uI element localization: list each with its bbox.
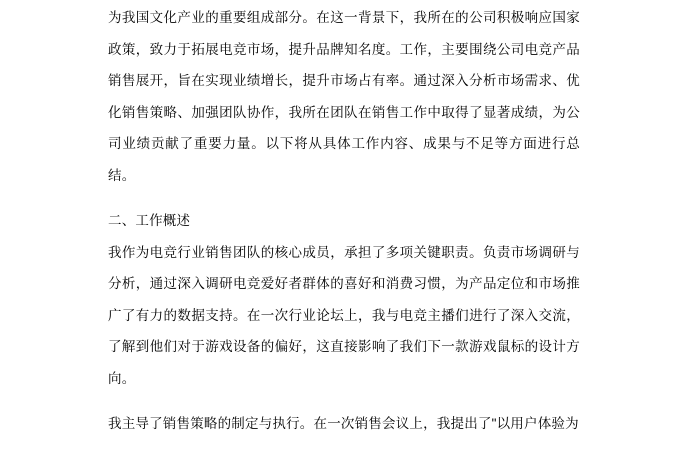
paragraph-background: 为我国文化产业的重要组成部分。在这一背景下，我所在的公司积极响应国家政策，致力于拓展电竞市场，提升品牌知名度。工作，主要围绕公司电竞产品销售展开，旨在实现业绩增长，提升市场占有率。通过深入分析市场需求、优化销售策略、加强团队协作，我所在团队在销售工作中取得了显著成绩，为公司业绩贡献了重要力量。以下将从具体工作内容、成果与不足等方面进行总结。 bbox=[108, 10, 580, 183]
paragraph-strategy: 我主导了销售策略的制定与执行。在一次销售会议上，我提出了"以用户体验为 bbox=[108, 416, 579, 431]
heading-work-overview: 二、工作概述 bbox=[108, 213, 191, 228]
document-body bbox=[108, 0, 580, 440]
paragraph-duties: 我作为电竞行业销售团队的核心成员，承担了多项关键职责。负责市场调研与分析，通过深入调研电竞爱好者群体的喜好和消费习惯，为产品定位和市场推广了有力的数据支持。在一次行业论坛上，我与电竞主播们进行了深入交流，了解到他们对于游戏设备的偏好，这直接影响了我们下一款游戏鼠标的设计方向。 bbox=[108, 244, 580, 386]
paragraph-spacer-2 bbox=[108, 394, 580, 408]
paragraph-spacer bbox=[108, 191, 580, 205]
